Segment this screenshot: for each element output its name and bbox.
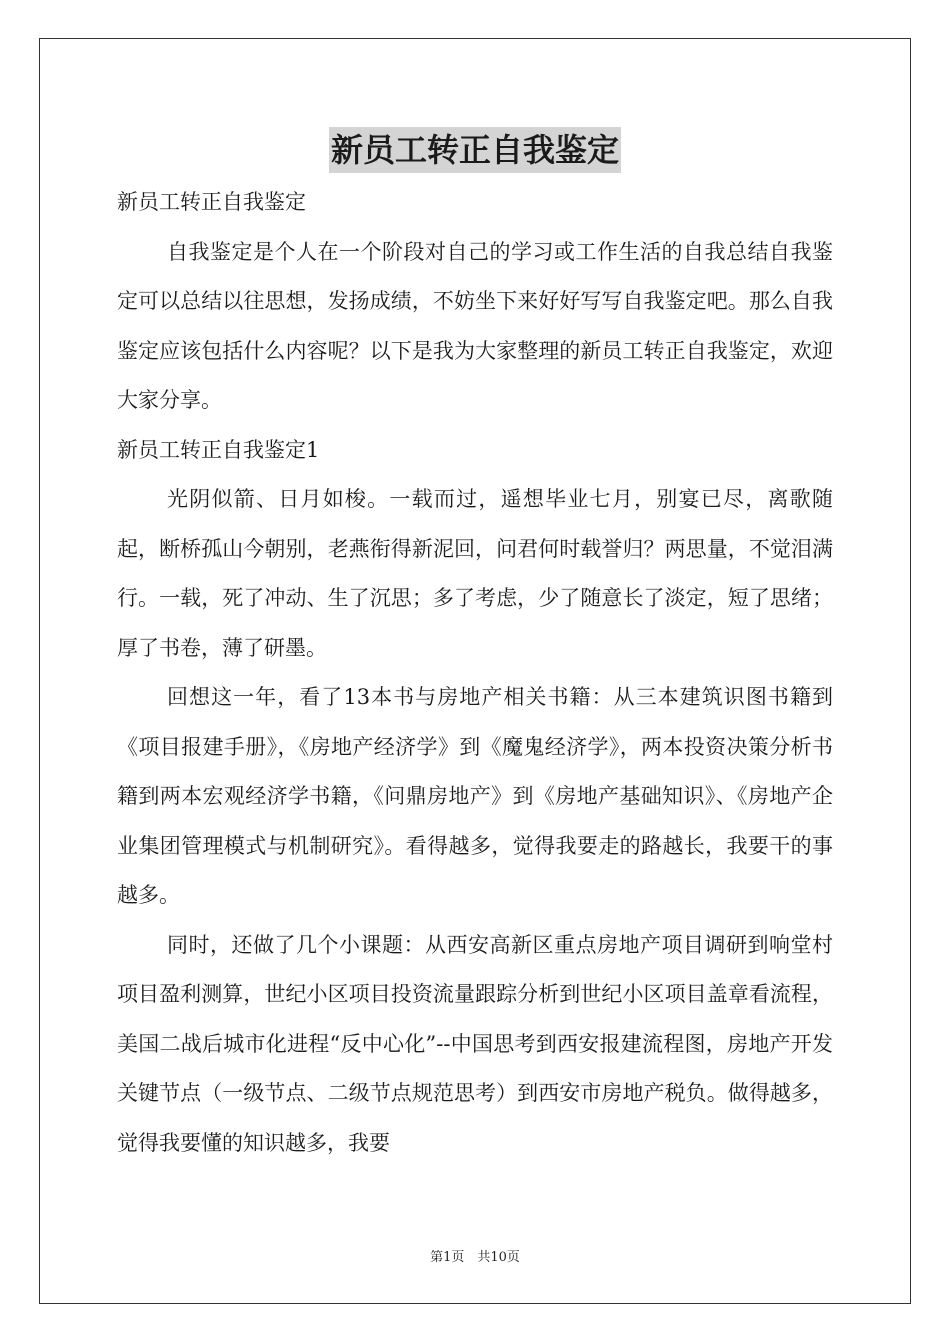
section-heading: 新员工转正自我鉴定 [117,190,306,214]
section-heading: 新员工转正自我鉴定1 [117,437,320,462]
body-paragraph: 自我鉴定是个人在一个阶段对自己的学习或工作生活的自我总结自我鉴定可以总结以往思想，发扬成绩，不妨坐下来好好写写自我鉴定吧。那么自我鉴定应该包括什么内容呢？以下是我为大家整理的新员工转正自我鉴定，欢迎大家分享。 [117,239,833,412]
body-paragraph: 回想这一年，看了13本书与房地产相关书籍：从三本建筑识图书籍到《项目报建手册》，《房地产经济学》到《魔鬼经济学》，两本投资决策分析书籍到两本宏观经济学书籍，《问鼎房地产》到《房地产基础知识》、《房地产企业集团管理模式与机制研究》。看得越多，觉得我要走的路越长，我要干的事越多。 [117,685,833,907]
document-body [117,178,833,1168]
page-footer: 第1页 共10页 [430,1250,520,1265]
document-title: 新员工转正自我鉴定 [329,127,621,173]
body-paragraph: 光阴似箭、日月如梭。一载而过，遥想毕业七月，别宴已尽，离歌随起，断桥孤山今朝别，老燕衔得新泥回，问君何时载誉归？两思量，不觉泪满行。一载，死了冲动、生了沉思；多了考虑，少了随意长了淡定，短了思绪；厚了书卷，薄了研墨。 [117,487,833,660]
title-container [0,127,950,173]
body-paragraph: 同时，还做了几个小课题：从西安高新区重点房地产项目调研到响堂村项目盈利测算，世纪小区项目投资流量跟踪分析到世纪小区项目盖章看流程，美国二战后城市化进程“反中心化”--中国思考到西安报建流程图，房地产开发关键节点（一级节点、二级节点规范思考）到西安市房地产税负。做得越多，觉得我要懂的知识越多，我要 [117,932,833,1155]
